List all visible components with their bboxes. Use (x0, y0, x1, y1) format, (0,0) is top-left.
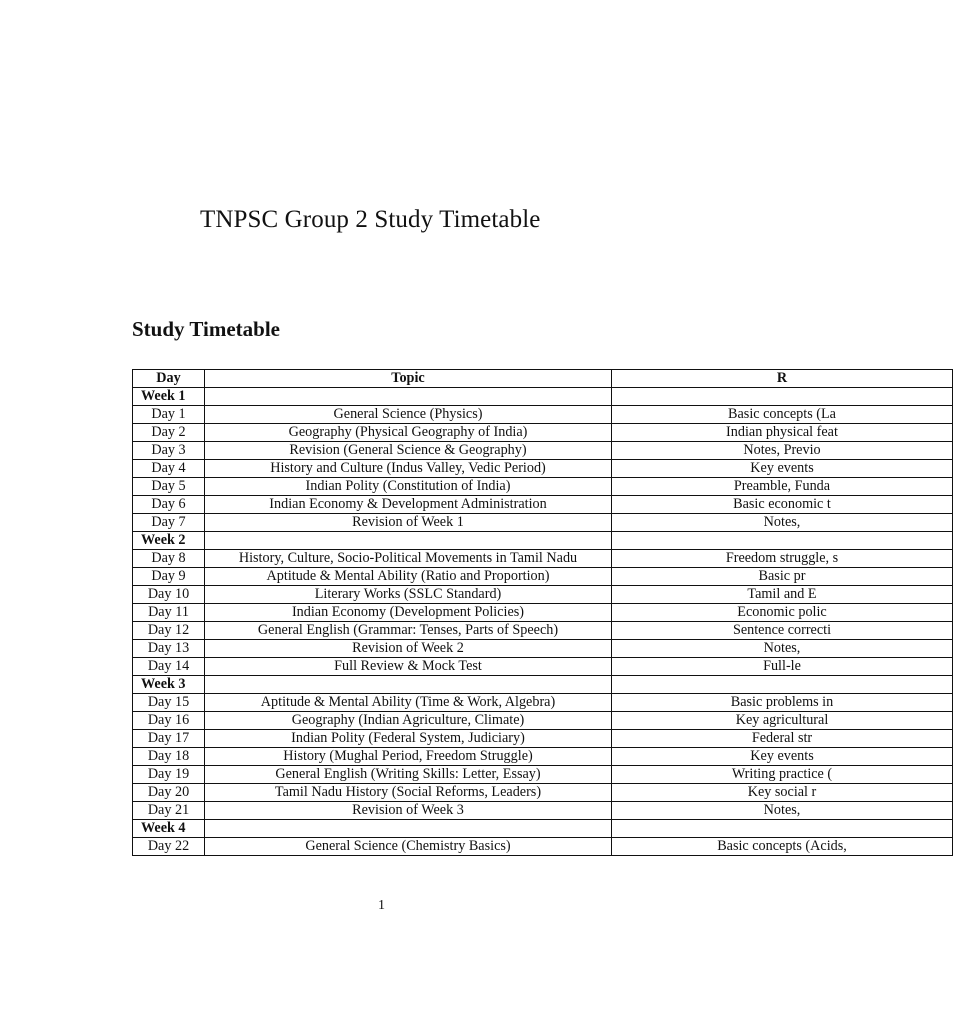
cell-day: Day 5 (133, 478, 205, 496)
cell-day: Day 2 (133, 424, 205, 442)
table-row (133, 730, 953, 748)
week-empty-cell (612, 676, 953, 694)
header-resources: R (612, 370, 953, 388)
table-row (133, 640, 953, 658)
cell-topic: History and Culture (Indus Valley, Vedic Period) (205, 460, 612, 478)
table-header-row (133, 370, 953, 388)
cell-day: Day 4 (133, 460, 205, 478)
week-empty-cell (205, 388, 612, 406)
cell-topic: Tamil Nadu History (Social Reforms, Leaders) (205, 784, 612, 802)
cell-day: Day 6 (133, 496, 205, 514)
cell-resources: Notes, Previo (612, 442, 953, 460)
week-empty-cell (205, 532, 612, 550)
header-topic: Topic (205, 370, 612, 388)
table-row (133, 748, 953, 766)
table-row (133, 766, 953, 784)
cell-day: Day 16 (133, 712, 205, 730)
table-row (133, 694, 953, 712)
cell-resources: Indian physical feat (612, 424, 953, 442)
cell-topic: Revision of Week 1 (205, 514, 612, 532)
section-heading: Study Timetable (132, 317, 281, 341)
cell-topic: Indian Polity (Federal System, Judiciary) (205, 730, 612, 748)
cell-resources: Basic problems in (612, 694, 953, 712)
week-empty-cell (205, 820, 612, 838)
cell-topic: Indian Economy (Development Policies) (205, 604, 612, 622)
cell-resources: Key agricultural (612, 712, 953, 730)
table-row (133, 496, 953, 514)
header-day: Day (133, 370, 205, 388)
table-row (133, 550, 953, 568)
cell-day: Day 21 (133, 802, 205, 820)
cell-resources: Notes, (612, 640, 953, 658)
table-body (133, 388, 953, 856)
cell-resources: Notes, (612, 514, 953, 532)
table-row (133, 478, 953, 496)
cell-day: Day 15 (133, 694, 205, 712)
cell-day: Day 18 (133, 748, 205, 766)
document-title: TNPSC Group 2 Study Timetable (200, 206, 541, 233)
table-row (133, 586, 953, 604)
cell-day: Day 7 (133, 514, 205, 532)
table-row (133, 784, 953, 802)
cell-topic: History (Mughal Period, Freedom Struggle) (205, 748, 612, 766)
cell-topic: General Science (Chemistry Basics) (205, 838, 612, 856)
cell-topic: Indian Polity (Constitution of India) (205, 478, 612, 496)
week-label: Week 1 (133, 388, 205, 406)
cell-day: Day 10 (133, 586, 205, 604)
cell-resources: Basic concepts (La (612, 406, 953, 424)
table-row (133, 802, 953, 820)
cell-resources: Key social r (612, 784, 953, 802)
table-row (133, 604, 953, 622)
timetable-container (132, 369, 847, 856)
cell-topic: Literary Works (SSLC Standard) (205, 586, 612, 604)
cell-day: Day 12 (133, 622, 205, 640)
cell-topic: History, Culture, Socio-Political Movements in Tamil Nadu (205, 550, 612, 568)
table-row (133, 658, 953, 676)
cell-topic: Full Review & Mock Test (205, 658, 612, 676)
cell-day: Day 19 (133, 766, 205, 784)
week-row (133, 388, 953, 406)
cell-topic: Revision of Week 3 (205, 802, 612, 820)
cell-resources: Federal str (612, 730, 953, 748)
cell-resources: Basic concepts (Acids, (612, 838, 953, 856)
cell-resources: Tamil and E (612, 586, 953, 604)
cell-topic: Aptitude & Mental Ability (Time & Work, Algebra) (205, 694, 612, 712)
cell-resources: Writing practice ( (612, 766, 953, 784)
week-row (133, 532, 953, 550)
cell-resources: Notes, (612, 802, 953, 820)
cell-resources: Preamble, Funda (612, 478, 953, 496)
table-row (133, 712, 953, 730)
cell-resources: Full-le (612, 658, 953, 676)
cell-topic: General Science (Physics) (205, 406, 612, 424)
week-label: Week 3 (133, 676, 205, 694)
table-row (133, 460, 953, 478)
cell-day: Day 14 (133, 658, 205, 676)
cell-day: Day 8 (133, 550, 205, 568)
cell-resources: Sentence correcti (612, 622, 953, 640)
cell-resources: Economic polic (612, 604, 953, 622)
cell-topic: General English (Writing Skills: Letter, Essay) (205, 766, 612, 784)
cell-day: Day 20 (133, 784, 205, 802)
week-row (133, 820, 953, 838)
cell-day: Day 13 (133, 640, 205, 658)
week-empty-cell (205, 676, 612, 694)
cell-day: Day 11 (133, 604, 205, 622)
table-row (133, 406, 953, 424)
cell-day: Day 17 (133, 730, 205, 748)
cell-resources: Key events (612, 460, 953, 478)
cell-topic: Revision (General Science & Geography) (205, 442, 612, 460)
cell-resources: Freedom struggle, s (612, 550, 953, 568)
cell-topic: General English (Grammar: Tenses, Parts of Speech) (205, 622, 612, 640)
week-empty-cell (612, 820, 953, 838)
cell-day: Day 1 (133, 406, 205, 424)
cell-resources: Key events (612, 748, 953, 766)
week-empty-cell (612, 532, 953, 550)
page-number: 1 (378, 898, 385, 913)
cell-resources: Basic economic t (612, 496, 953, 514)
table-row (133, 622, 953, 640)
study-timetable (132, 369, 953, 856)
cell-topic: Geography (Physical Geography of India) (205, 424, 612, 442)
cell-day: Day 3 (133, 442, 205, 460)
table-row (133, 568, 953, 586)
cell-topic: Revision of Week 2 (205, 640, 612, 658)
table-row (133, 838, 953, 856)
cell-resources: Basic pr (612, 568, 953, 586)
cell-topic: Aptitude & Mental Ability (Ratio and Proportion) (205, 568, 612, 586)
week-row (133, 676, 953, 694)
week-empty-cell (612, 388, 953, 406)
cell-day: Day 9 (133, 568, 205, 586)
cell-topic: Geography (Indian Agriculture, Climate) (205, 712, 612, 730)
cell-day: Day 22 (133, 838, 205, 856)
week-label: Week 4 (133, 820, 205, 838)
table-row (133, 514, 953, 532)
table-row (133, 424, 953, 442)
week-label: Week 2 (133, 532, 205, 550)
table-row (133, 442, 953, 460)
cell-topic: Indian Economy & Development Administration (205, 496, 612, 514)
